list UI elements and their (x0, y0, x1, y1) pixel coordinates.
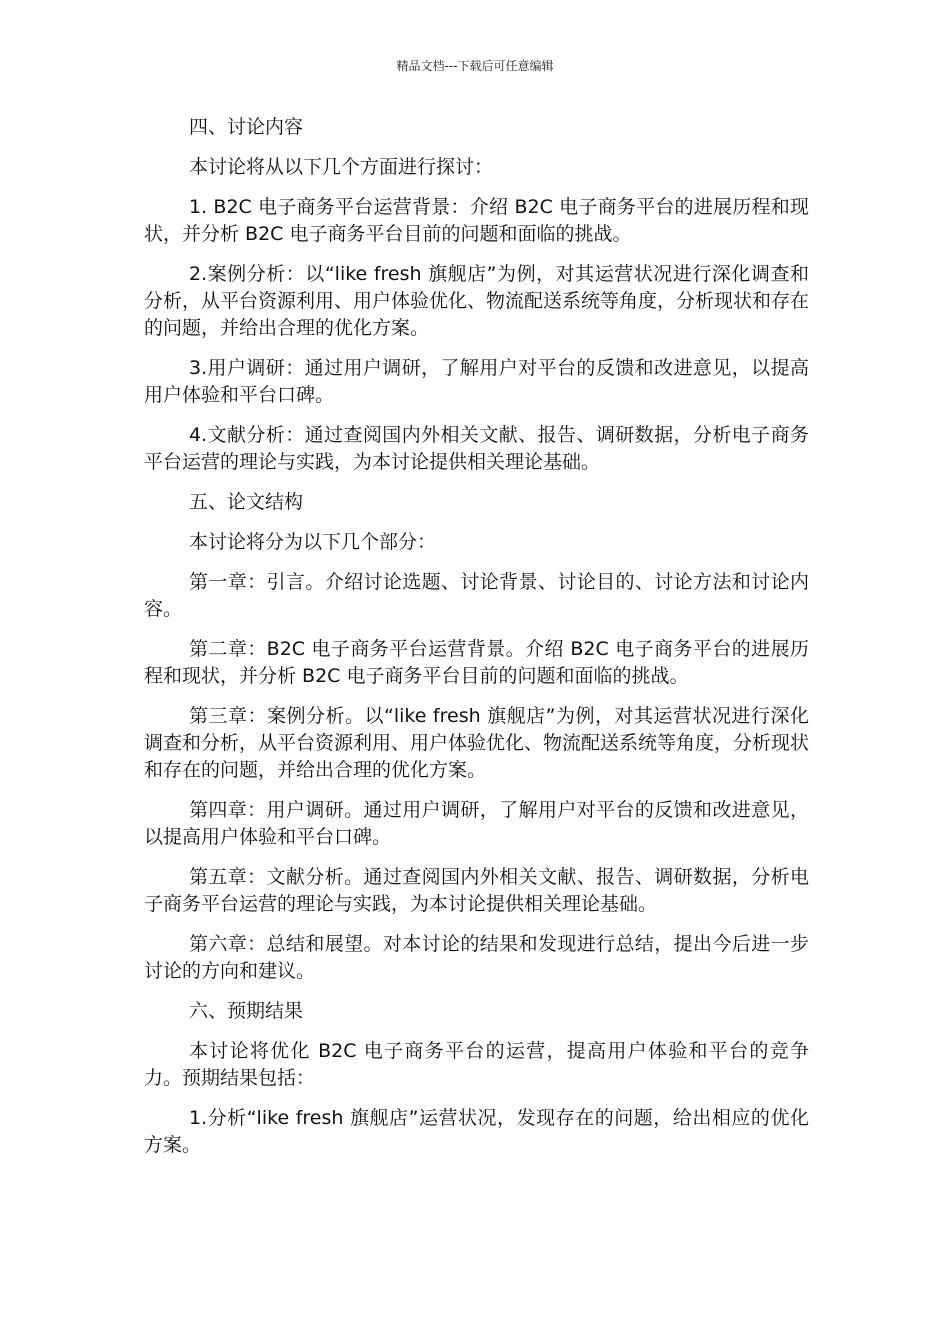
section-heading-discussion-content: 四、讨论内容 (189, 116, 304, 138)
paragraph-chapter-4: 第四章：用户调研。通过用户调研，了解用户对平台的反馈和改进意见，以提高用户体验和平台口碑。 (144, 799, 809, 848)
document-body (144, 114, 809, 1172)
paragraph-chapter-2: 第二章：B2C 电子商务平台运营背景。介绍 B2C 电子商务平台的进展历程和现状，并分析 B2C 电子商务平台目前的问题和面临的挑战。 (144, 638, 809, 687)
paragraph-expected-intro: 本讨论将优化 B2C 电子商务平台的运营，提高用户体验和平台的竞争力。预期结果包括： (144, 1040, 809, 1089)
paragraph-intro-aspects: 本讨论将从以下几个方面进行探讨： (189, 156, 494, 178)
paragraph-structure-intro: 本讨论将分为以下几个部分： (189, 531, 437, 553)
paragraph-chapter-1: 第一章：引言。介绍讨论选题、讨论背景、讨论目的、讨论方法和讨论内容。 (144, 571, 809, 620)
paragraph-chapter-6: 第六章：总结和展望。对本讨论的结果和发现进行总结，提出今后进一步讨论的方向和建议。 (144, 933, 809, 982)
paragraph-item-4-literature: 4.文献分析：通过查阅国内外相关文献、报告、调研数据，分析电子商务平台运营的理论与实践，为本讨论提供相关理论基础。 (144, 424, 809, 473)
page-header: 精品文档---下载后可任意编辑 (396, 59, 554, 73)
paragraph-item-3-user-research: 3.用户调研：通过用户调研，了解用户对平台的反馈和改进意见，以提高用户体验和平台口碑。 (144, 357, 809, 406)
section-heading-thesis-structure: 五、论文结构 (189, 491, 304, 513)
paragraph-chapter-3: 第三章：案例分析。以“like fresh 旗舰店”为例，对其运营状况进行深化调查和分析，从平台资源利用、用户体验优化、物流配送系统等角度，分析现状和存在的问题，并给出合理的优化方案。 (144, 705, 810, 781)
section-heading-expected-results: 六、预期结果 (189, 1000, 304, 1022)
paragraph-item-1-background: 1. B2C 电子商务平台运营背景：介绍 B2C 电子商务平台的进展历程和现状，并分析 B2C 电子商务平台目前的问题和面临的挑战。 (144, 196, 809, 245)
paragraph-item-2-case-analysis: 2.案例分析：以“like fresh 旗舰店”为例，对其运营状况进行深化调查和分析，从平台资源利用、用户体验优化、物流配送系统等角度，分析现状和存在的问题，并给出合理的优化方案。 (144, 263, 810, 339)
paragraph-chapter-5: 第五章：文献分析。通过查阅国内外相关文献、报告、调研数据，分析电子商务平台运营的理论与实践，为本讨论提供相关理论基础。 (144, 866, 809, 915)
paragraph-expected-item-1: 1.分析“like fresh 旗舰店”运营状况，发现存在的问题，给出相应的优化方案。 (144, 1107, 809, 1156)
